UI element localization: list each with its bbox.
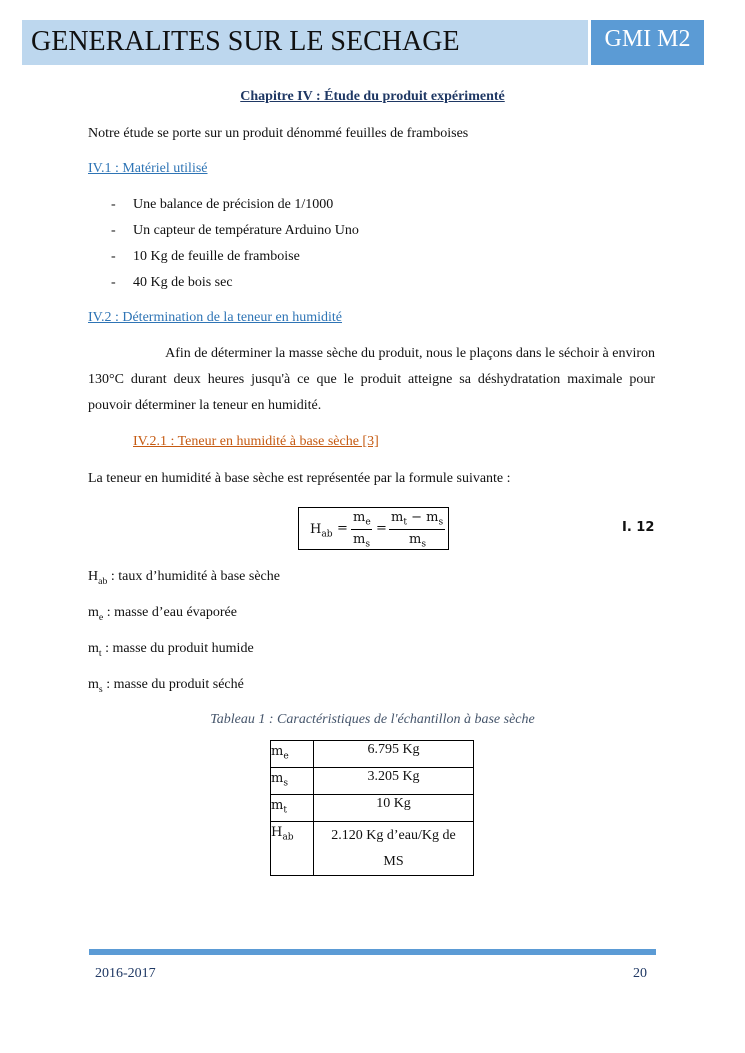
formula-intro: La teneur en humidité à base sèche est représentée par la formule suivante : xyxy=(88,471,511,486)
table-caption: Tableau 1 : Caractéristiques de l'échantillon à base sèche xyxy=(210,712,535,727)
fraction-bar xyxy=(351,529,372,530)
table-row xyxy=(271,768,474,795)
paragraph-line: pouvoir déterminer la teneur en humidité. xyxy=(88,398,322,413)
header-title: GENERALITES SUR LE SECHAGE xyxy=(31,26,460,57)
list-item: 40 Kg de bois sec xyxy=(133,275,233,290)
table-cell-value: 3.205 Kg xyxy=(314,768,474,795)
table-cell-value: 6.795 Kg xyxy=(314,741,474,768)
list-item: Un capteur de température Arduino Uno xyxy=(133,223,359,238)
definition-item: $H_{ab}$ : taux d’humidité à base sèche xyxy=(88,569,280,587)
table-cell-value: 10 Kg xyxy=(314,795,474,822)
definition-item: $m_e$ : masse d’eau évaporée xyxy=(88,605,237,623)
section-1-title: IV.1 : Matériel utilisé xyxy=(88,161,208,176)
list-bullet: - xyxy=(111,249,116,264)
chapter-title: Chapitre IV : Étude du produit expérimenté xyxy=(240,89,505,104)
definition-item: $m_t$ : masse du produit humide xyxy=(88,641,254,659)
table-row xyxy=(271,822,474,876)
header-tag-band xyxy=(591,20,704,65)
table-cell-symbol: $m_t$ xyxy=(271,795,314,822)
header-title-band xyxy=(22,20,588,65)
subsection-title: IV.2.1 : Teneur en humidité à base sèche [3] xyxy=(133,434,379,449)
footer-year: 2016-2017 xyxy=(95,966,156,981)
list-bullet: - xyxy=(111,197,116,212)
formula-numerator-2: $m_t - m_s$ xyxy=(391,510,444,528)
list-item: Une balance de précision de 1/1000 xyxy=(133,197,334,212)
table-cell-value: 2.120 Kg d’eau/Kg de MS xyxy=(314,822,474,876)
intro-paragraph: Notre étude se porte sur un produit dénommé feuilles de framboises xyxy=(88,126,469,141)
equation-number: I. 12 xyxy=(622,520,655,535)
formula-denominator-2: $m_s$ xyxy=(409,532,426,550)
table-cell-symbol: $m_s$ xyxy=(271,768,314,795)
formula-numerator-1: $m_e$ xyxy=(353,510,371,528)
page-number: 20 xyxy=(633,966,647,981)
paragraph-line: Afin de déterminer la masse sèche du produit, nous le plaçons dans le séchoir à environ xyxy=(165,346,655,361)
paragraph-line: 130°C durant deux heures jusqu'à ce que le produit atteigne sa déshydratation maximale pour xyxy=(88,372,655,387)
formula-box xyxy=(298,507,449,550)
footer-rule xyxy=(89,949,656,955)
definition-item: $m_s$ : masse du produit séché xyxy=(88,677,244,695)
table-row xyxy=(271,795,474,822)
list-bullet: - xyxy=(111,275,116,290)
list-item: 10 Kg de feuille de framboise xyxy=(133,249,300,264)
formula-equals: = xyxy=(376,521,387,536)
header-tag: GMI M2 xyxy=(604,26,691,52)
characteristics-table xyxy=(270,740,474,876)
formula-equals: = xyxy=(337,521,348,536)
fraction-bar xyxy=(389,529,445,530)
table-row xyxy=(271,741,474,768)
list-bullet: - xyxy=(111,223,116,238)
formula-lhs: $H_{ab}$ xyxy=(310,522,333,540)
section-2-title: IV.2 : Détermination de la teneur en humidité xyxy=(88,310,343,325)
table-cell-symbol: $H_{ab}$ xyxy=(271,822,314,876)
formula-denominator-1: $m_s$ xyxy=(353,532,370,550)
table-cell-symbol: $m_e$ xyxy=(271,741,314,768)
